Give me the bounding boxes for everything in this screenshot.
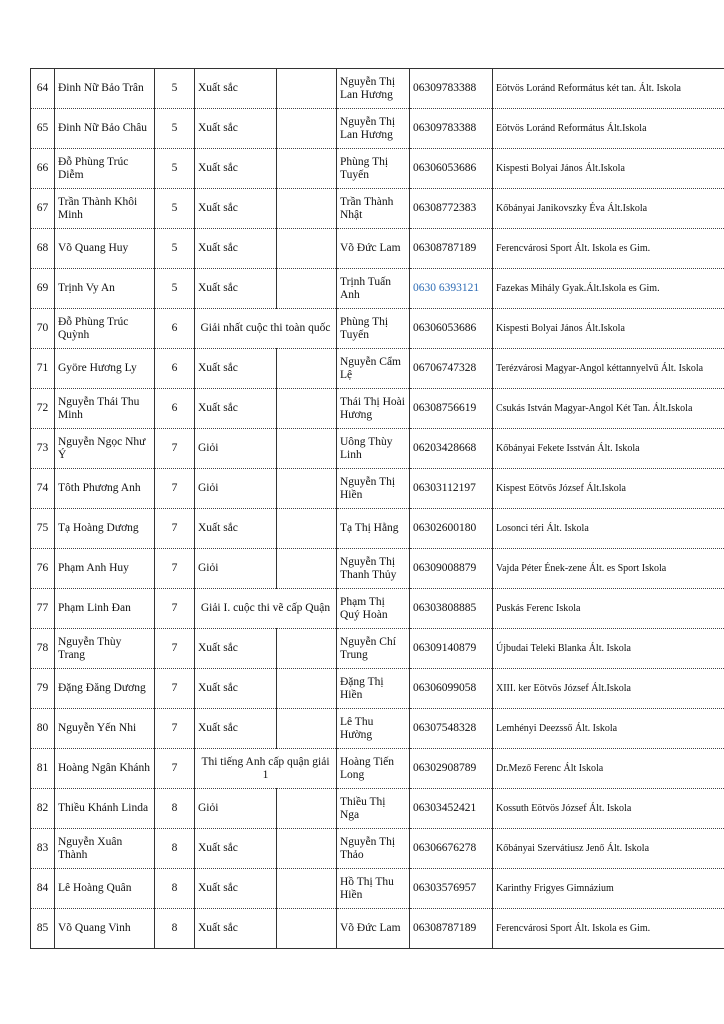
- phone-number: 06302908789: [410, 749, 493, 789]
- student-name: Hoàng Ngân Khánh: [55, 749, 155, 789]
- student-name: Györe Hương Ly: [55, 349, 155, 389]
- grade-cell: 6: [155, 349, 195, 389]
- roster-body: [31, 69, 724, 949]
- student-name: Võ Quang Vinh: [55, 909, 155, 949]
- award-cell: Xuất sắc: [195, 229, 277, 269]
- student-name: Nguyễn Xuân Thành: [55, 829, 155, 869]
- phone-number: 06303576957: [410, 869, 493, 909]
- school-name: Ferencvárosi Sport Ált. Iskola es Gim.: [493, 229, 724, 269]
- table-row: [31, 189, 724, 229]
- phone-number: 06307548328: [410, 709, 493, 749]
- phone-number: 06308787189: [410, 229, 493, 269]
- table-row: [31, 109, 724, 149]
- row-number: 72: [31, 389, 55, 429]
- table-row: [31, 909, 724, 949]
- award-cell: Giải nhất cuộc thi toàn quốc: [195, 309, 337, 349]
- empty-cell: [277, 909, 337, 949]
- row-number: 84: [31, 869, 55, 909]
- teacher-name: Trần Thành Nhật: [337, 189, 410, 229]
- table-row: [31, 789, 724, 829]
- award-cell: Xuất sắc: [195, 189, 277, 229]
- award-cell: Xuất sắc: [195, 149, 277, 189]
- grade-cell: 6: [155, 309, 195, 349]
- teacher-name: Nguyễn Thị Hiền: [337, 469, 410, 509]
- school-name: Kőbányai Szervátiusz Jenő Ált. Iskola: [493, 829, 724, 869]
- grade-cell: 7: [155, 549, 195, 589]
- school-name: Kispest Eötvös József Ált.Iskola: [493, 469, 724, 509]
- table-row: [31, 509, 724, 549]
- award-cell: Xuất sắc: [195, 869, 277, 909]
- empty-cell: [277, 349, 337, 389]
- row-number: 78: [31, 629, 55, 669]
- grade-cell: 5: [155, 189, 195, 229]
- phone-number: 06308787189: [410, 909, 493, 949]
- teacher-name: Nguyễn Cẩm Lệ: [337, 349, 410, 389]
- table-row: [31, 869, 724, 909]
- teacher-name: Hồ Thị Thu Hiền: [337, 869, 410, 909]
- student-name: Nguyễn Thùy Trang: [55, 629, 155, 669]
- table-row: [31, 469, 724, 509]
- grade-cell: 6: [155, 389, 195, 429]
- table-row: [31, 309, 724, 349]
- row-number: 81: [31, 749, 55, 789]
- teacher-name: Thái Thị Hoài Hương: [337, 389, 410, 429]
- table-row: [31, 829, 724, 869]
- grade-cell: 7: [155, 429, 195, 469]
- table-row: [31, 389, 724, 429]
- empty-cell: [277, 269, 337, 309]
- school-name: Csukás István Magyar-Angol Két Tan. Ált.Iskola: [493, 389, 724, 429]
- phone-number: 06303452421: [410, 789, 493, 829]
- teacher-name: Nguyễn Thị Lan Hương: [337, 109, 410, 149]
- student-name: Đỗ Phùng Trúc Diễm: [55, 149, 155, 189]
- empty-cell: [277, 469, 337, 509]
- school-name: Kossuth Eötvös József Ált. Iskola: [493, 789, 724, 829]
- phone-number: 06306099058: [410, 669, 493, 709]
- school-name: XIII. ker Eötvös József Ált.Iskola: [493, 669, 724, 709]
- empty-cell: [277, 389, 337, 429]
- phone-number: 06306053686: [410, 149, 493, 189]
- row-number: 67: [31, 189, 55, 229]
- phone-number: 06308772383: [410, 189, 493, 229]
- award-cell: Giỏi: [195, 789, 277, 829]
- student-name: Trịnh Vy An: [55, 269, 155, 309]
- school-name: Vajda Péter Ének-zene Ált. es Sport Iskola: [493, 549, 724, 589]
- teacher-name: Hoàng Tiến Long: [337, 749, 410, 789]
- award-cell: Xuất sắc: [195, 269, 277, 309]
- row-number: 65: [31, 109, 55, 149]
- school-name: Eötvös Loránd Református Ált.Iskola: [493, 109, 724, 149]
- row-number: 66: [31, 149, 55, 189]
- school-name: Ferencvárosi Sport Ált. Iskola es Gim.: [493, 909, 724, 949]
- row-number: 74: [31, 469, 55, 509]
- award-cell: Xuất sắc: [195, 629, 277, 669]
- phone-number: 06309783388: [410, 109, 493, 149]
- award-cell: Giỏi: [195, 469, 277, 509]
- table-row: [31, 69, 724, 109]
- empty-cell: [277, 709, 337, 749]
- row-number: 75: [31, 509, 55, 549]
- row-number: 68: [31, 229, 55, 269]
- teacher-name: Trịnh Tuấn Anh: [337, 269, 410, 309]
- student-name: Đinh Nữ Bảo Trân: [55, 69, 155, 109]
- award-cell: Xuất sắc: [195, 349, 277, 389]
- student-name: Phạm Anh Huy: [55, 549, 155, 589]
- row-number: 82: [31, 789, 55, 829]
- phone-number: 06306676278: [410, 829, 493, 869]
- grade-cell: 8: [155, 829, 195, 869]
- student-name: Nguyễn Thái Thu Minh: [55, 389, 155, 429]
- school-name: Fazekas Mihály Gyak.Ált.Iskola es Gim.: [493, 269, 724, 309]
- phone-number: 06203428668: [410, 429, 493, 469]
- grade-cell: 8: [155, 789, 195, 829]
- student-name: Lê Hoàng Quân: [55, 869, 155, 909]
- table-row: [31, 349, 724, 389]
- empty-cell: [277, 149, 337, 189]
- table-row: [31, 669, 724, 709]
- table-row: [31, 429, 724, 469]
- grade-cell: 7: [155, 509, 195, 549]
- award-cell: Xuất sắc: [195, 709, 277, 749]
- award-cell: Xuất sắc: [195, 829, 277, 869]
- grade-cell: 5: [155, 269, 195, 309]
- table-row: [31, 589, 724, 629]
- award-cell: Giỏi: [195, 429, 277, 469]
- teacher-name: Đặng Thị Hiền: [337, 669, 410, 709]
- school-name: Karinthy Frigyes Gimnázium: [493, 869, 724, 909]
- student-name: Tạ Hoàng Dương: [55, 509, 155, 549]
- phone-number: 06303808885: [410, 589, 493, 629]
- student-name: Nguyễn Yến Nhi: [55, 709, 155, 749]
- row-number: 69: [31, 269, 55, 309]
- phone-number: 06309140879: [410, 629, 493, 669]
- student-name: Nguyễn Ngọc Như Ý: [55, 429, 155, 469]
- table-row: [31, 749, 724, 789]
- row-number: 76: [31, 549, 55, 589]
- empty-cell: [277, 669, 337, 709]
- phone-link[interactable]: 0630 6393121: [410, 269, 493, 309]
- student-name: Tôth Phương Anh: [55, 469, 155, 509]
- table-row: [31, 149, 724, 189]
- grade-cell: 8: [155, 869, 195, 909]
- row-number: 77: [31, 589, 55, 629]
- grade-cell: 7: [155, 589, 195, 629]
- award-cell: Xuất sắc: [195, 69, 277, 109]
- phone-number: 06308756619: [410, 389, 493, 429]
- empty-cell: [277, 189, 337, 229]
- row-number: 83: [31, 829, 55, 869]
- teacher-name: Lê Thu Hường: [337, 709, 410, 749]
- award-cell: Xuất sắc: [195, 389, 277, 429]
- school-name: Losonci téri Ált. Iskola: [493, 509, 724, 549]
- teacher-name: Nguyễn Thị Thảo: [337, 829, 410, 869]
- teacher-name: Phùng Thị Tuyến: [337, 309, 410, 349]
- grade-cell: 7: [155, 669, 195, 709]
- empty-cell: [277, 69, 337, 109]
- empty-cell: [277, 549, 337, 589]
- grade-cell: 5: [155, 229, 195, 269]
- school-name: Puskás Ferenc Iskola: [493, 589, 724, 629]
- award-cell: Thi tiếng Anh cấp quận giải 1: [195, 749, 337, 789]
- phone-number: 06303112197: [410, 469, 493, 509]
- row-number: 80: [31, 709, 55, 749]
- row-number: 85: [31, 909, 55, 949]
- award-cell: Giải I. cuộc thi vẽ cấp Quận: [195, 589, 337, 629]
- table-row: [31, 709, 724, 749]
- school-name: Újbudai Teleki Blanka Ált. Iskola: [493, 629, 724, 669]
- empty-cell: [277, 229, 337, 269]
- table-row: [31, 629, 724, 669]
- school-name: Kispesti Bolyai János Ált.Iskola: [493, 309, 724, 349]
- grade-cell: 7: [155, 469, 195, 509]
- grade-cell: 7: [155, 749, 195, 789]
- empty-cell: [277, 829, 337, 869]
- grade-cell: 5: [155, 149, 195, 189]
- teacher-name: Nguyễn Thị Thanh Thủy: [337, 549, 410, 589]
- row-number: 79: [31, 669, 55, 709]
- student-name: Thiều Khánh Linda: [55, 789, 155, 829]
- grade-cell: 5: [155, 109, 195, 149]
- empty-cell: [277, 869, 337, 909]
- award-cell: Xuất sắc: [195, 669, 277, 709]
- teacher-name: Phùng Thị Tuyến: [337, 149, 410, 189]
- student-name: Đặng Đăng Dương: [55, 669, 155, 709]
- school-name: Kőbányai Janikovszky Éva Ált.Iskola: [493, 189, 724, 229]
- award-cell: Giỏi: [195, 549, 277, 589]
- grade-cell: 7: [155, 629, 195, 669]
- empty-cell: [277, 109, 337, 149]
- empty-cell: [277, 629, 337, 669]
- phone-number: 06706747328: [410, 349, 493, 389]
- row-number: 71: [31, 349, 55, 389]
- student-name: Võ Quang Huy: [55, 229, 155, 269]
- student-name: Đỗ Phùng Trúc Quỳnh: [55, 309, 155, 349]
- teacher-name: Võ Đức Lam: [337, 909, 410, 949]
- school-name: Lemhényi Deezsső Ált. Iskola: [493, 709, 724, 749]
- school-name: Kőbányai Fekete Isstván Ált. Iskola: [493, 429, 724, 469]
- phone-number: 06309008879: [410, 549, 493, 589]
- student-name: Phạm Linh Đan: [55, 589, 155, 629]
- phone-number: 06309783388: [410, 69, 493, 109]
- student-name: Trần Thành Khôi Minh: [55, 189, 155, 229]
- award-cell: Xuất sắc: [195, 509, 277, 549]
- award-cell: Xuất sắc: [195, 909, 277, 949]
- grade-cell: 7: [155, 709, 195, 749]
- phone-number: 06306053686: [410, 309, 493, 349]
- teacher-name: Tạ Thị Hằng: [337, 509, 410, 549]
- empty-cell: [277, 429, 337, 469]
- empty-cell: [277, 509, 337, 549]
- student-name: Đinh Nữ Bảo Châu: [55, 109, 155, 149]
- teacher-name: Võ Đức Lam: [337, 229, 410, 269]
- phone-number: 06302600180: [410, 509, 493, 549]
- school-name: Dr.Mező Ferenc Ált Iskola: [493, 749, 724, 789]
- teacher-name: Phạm Thị Quý Hoàn: [337, 589, 410, 629]
- award-cell: Xuất sắc: [195, 109, 277, 149]
- table-row: [31, 269, 724, 309]
- school-name: Eötvös Loránd Református két tan. Ált. Iskola: [493, 69, 724, 109]
- student-roster-table: [30, 68, 724, 949]
- row-number: 70: [31, 309, 55, 349]
- grade-cell: 8: [155, 909, 195, 949]
- table-row: [31, 549, 724, 589]
- teacher-name: Thiều Thị Nga: [337, 789, 410, 829]
- row-number: 64: [31, 69, 55, 109]
- school-name: Terézvárosi Magyar-Angol kéttannyelvű Ált. Iskola: [493, 349, 724, 389]
- table-row: [31, 229, 724, 269]
- grade-cell: 5: [155, 69, 195, 109]
- empty-cell: [277, 789, 337, 829]
- teacher-name: Nguyễn Chí Trung: [337, 629, 410, 669]
- row-number: 73: [31, 429, 55, 469]
- school-name: Kispesti Bolyai János Ált.Iskola: [493, 149, 724, 189]
- teacher-name: Nguyễn Thị Lan Hương: [337, 69, 410, 109]
- teacher-name: Uông Thùy Linh: [337, 429, 410, 469]
